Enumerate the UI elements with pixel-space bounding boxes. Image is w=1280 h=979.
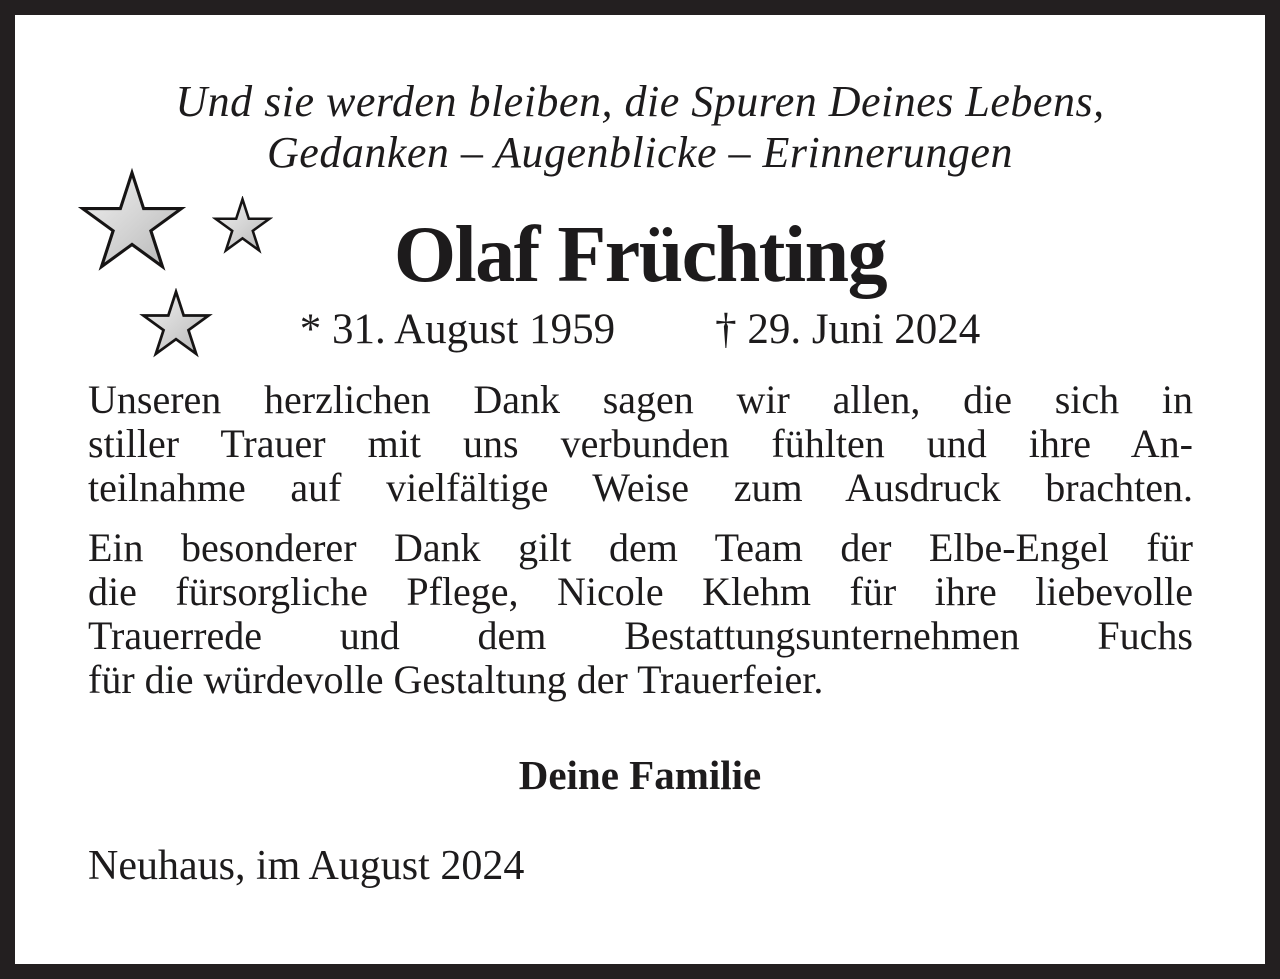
family-signature: Deine Familie — [518, 752, 762, 798]
text-line: teilnahme auf vielfältige Weise zum Ausdruck brachten. — [88, 465, 1193, 510]
text-line: Ein besonderer Dank gilt dem Team der Elbe-Engel für — [88, 525, 1193, 570]
text-line: für die würdevolle Gestaltung der Trauerfeier. — [88, 657, 824, 702]
thanks-paragraph-2 — [88, 526, 1193, 702]
text-line: Trauerrede und dem Bestattungsunternehmen Fuchs — [88, 613, 1193, 658]
text-line: stiller Trauer mit uns verbunden fühlten und ihre An- — [88, 421, 1193, 466]
text-line: die fürsorgliche Pflege, Nicole Klehm für ihre liebevolle — [88, 569, 1193, 614]
memorial-quote-line-2: Gedanken – Augenblicke – Erinnerungen — [267, 128, 1013, 177]
text-line: Unseren herzlichen Dank sagen wir allen, die sich in — [88, 377, 1193, 422]
deceased-name: Olaf Früchting — [393, 211, 887, 299]
obituary-sheet — [15, 15, 1265, 964]
place-date: Neuhaus, im August 2024 — [88, 843, 525, 889]
thanks-paragraph-1 — [88, 378, 1193, 510]
birth-date: * 31. August 1959 — [299, 306, 616, 353]
memorial-quote — [15, 76, 1265, 178]
death-date: † 29. Juni 2024 — [715, 306, 981, 353]
memorial-quote-line-1: Und sie werden bleiben, die Spuren Deines Lebens, — [175, 77, 1105, 126]
life-dates — [15, 306, 1265, 354]
